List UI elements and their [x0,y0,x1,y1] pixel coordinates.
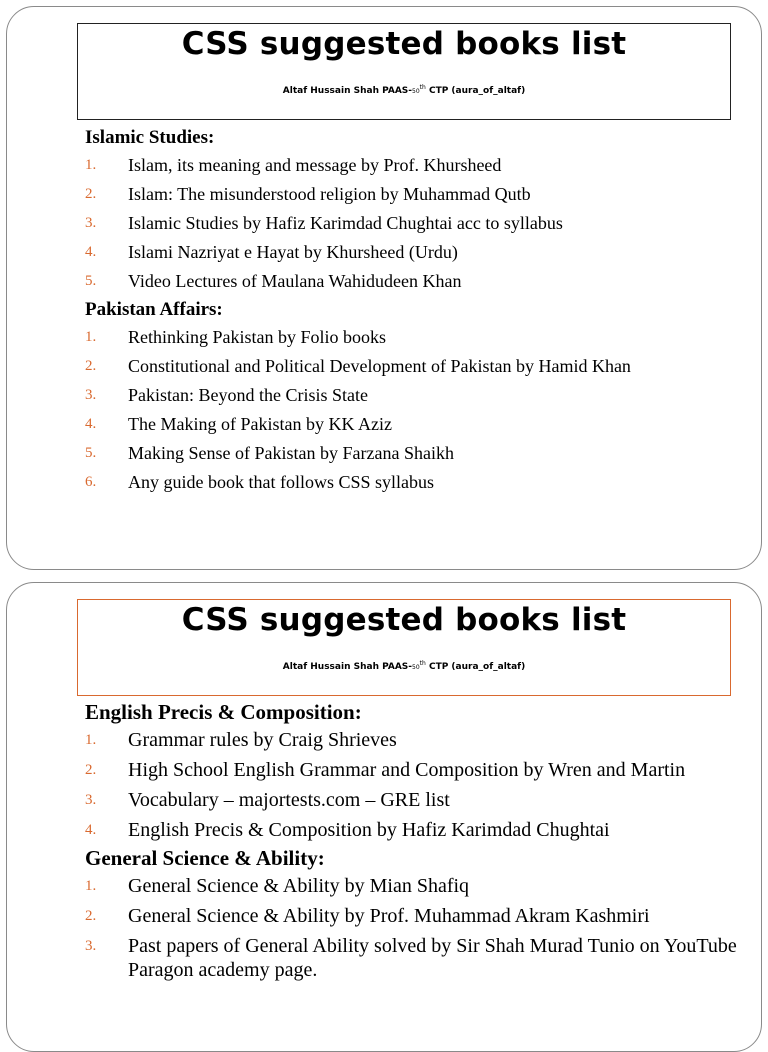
slide-title: CSS suggested books list [181,26,627,62]
list-text: General Science & Ability by Mian Shafiq [128,875,470,897]
list-item [85,871,741,901]
subtitle-author: Altaf Hussain Shah PAAS- [282,662,413,672]
book-list [85,725,741,845]
subtitle-sup: th [419,660,426,667]
list-text: Pakistan: Beyond the Crisis State [128,385,368,405]
list-item [85,901,741,931]
list-text: English Precis & Composition by Hafiz Karimdad Chughtai [128,819,610,841]
list-number: 4. [85,416,97,432]
list-number: 1. [85,732,97,748]
list-item [85,267,741,296]
list-item [85,352,741,381]
slide-2 [6,582,762,1052]
slide-content [85,124,741,497]
list-item [85,815,741,845]
list-item [85,238,741,267]
list-number: 1. [85,329,97,345]
list-number: 6. [85,474,97,490]
slide-1 [6,6,762,570]
list-text: Vocabulary – majortests.com – GRE list [128,789,450,811]
list-item [85,725,741,755]
list-text: Grammar rules by Craig Shrieves [128,729,397,751]
list-item [85,439,741,468]
slide-title: CSS suggested books list [181,602,627,638]
list-item [85,931,741,985]
title-box [77,599,731,696]
book-list [85,151,741,296]
list-text: Past papers of General Ability solved by Sir Shah Murad Tunio on YouTube Paragon academy page. [128,935,737,981]
list-text: Islamic Studies by Hafiz Karimdad Chughtai acc to syllabus [128,213,563,233]
list-number: 5. [85,445,97,461]
list-text: Islam: The misunderstood religion by Muhammad Qutb [128,184,531,204]
list-text: Any guide book that follows CSS syllabus [128,472,435,492]
list-item [85,785,741,815]
list-item [85,151,741,180]
list-text: High School English Grammar and Composition by Wren and Martin [128,759,686,781]
list-number: 1. [85,157,97,173]
list-item [85,323,741,352]
slide-subtitle [78,660,730,672]
list-text: Rethinking Pakistan by Folio books [128,327,387,347]
list-number: 4. [85,244,97,260]
list-number: 4. [85,822,97,838]
list-text: The Making of Pakistan by KK Aziz [128,414,392,434]
list-text: Video Lectures of Maulana Wahidudeen Khan [128,271,462,291]
list-text: Constitutional and Political Development of Pakistan by Hamid Khan [128,356,631,376]
subtitle-sup: th [419,84,426,91]
title-box [77,23,731,120]
list-number: 1. [85,878,97,894]
list-number: 2. [85,762,97,778]
list-item [85,180,741,209]
subtitle-num: 50 [412,88,420,95]
list-number: 3. [85,215,97,231]
list-item [85,410,741,439]
list-number: 2. [85,358,97,374]
subtitle-end: CTP (aura_of_altaf) [425,662,526,672]
section-heading: Islamic Studies: [85,127,215,148]
list-number: 3. [85,792,97,808]
section-heading: Pakistan Affairs: [85,299,223,320]
subtitle-author: Altaf Hussain Shah PAAS- [282,86,413,96]
list-number: 2. [85,908,97,924]
slide-subtitle [78,84,730,96]
list-number: 3. [85,387,97,403]
list-item [85,755,741,785]
list-text: Islami Nazriyat e Hayat by Khursheed (Urdu) [128,242,458,262]
list-number: 5. [85,273,97,289]
list-number: 2. [85,186,97,202]
section-heading: General Science & Ability: [85,846,325,870]
list-text: General Science & Ability by Prof. Muhammad Akram Kashmiri [128,905,650,927]
book-list [85,323,741,497]
slide-content [85,699,741,985]
list-item [85,381,741,410]
list-item [85,209,741,238]
book-list [85,871,741,985]
list-text: Making Sense of Pakistan by Farzana Shaikh [128,443,454,463]
list-number: 3. [85,938,97,954]
subtitle-end: CTP (aura_of_altaf) [425,86,526,96]
section-heading: English Precis & Composition: [85,700,362,724]
list-text: Islam, its meaning and message by Prof. Khursheed [128,155,502,175]
list-item [85,468,741,497]
subtitle-num: 50 [412,664,420,671]
